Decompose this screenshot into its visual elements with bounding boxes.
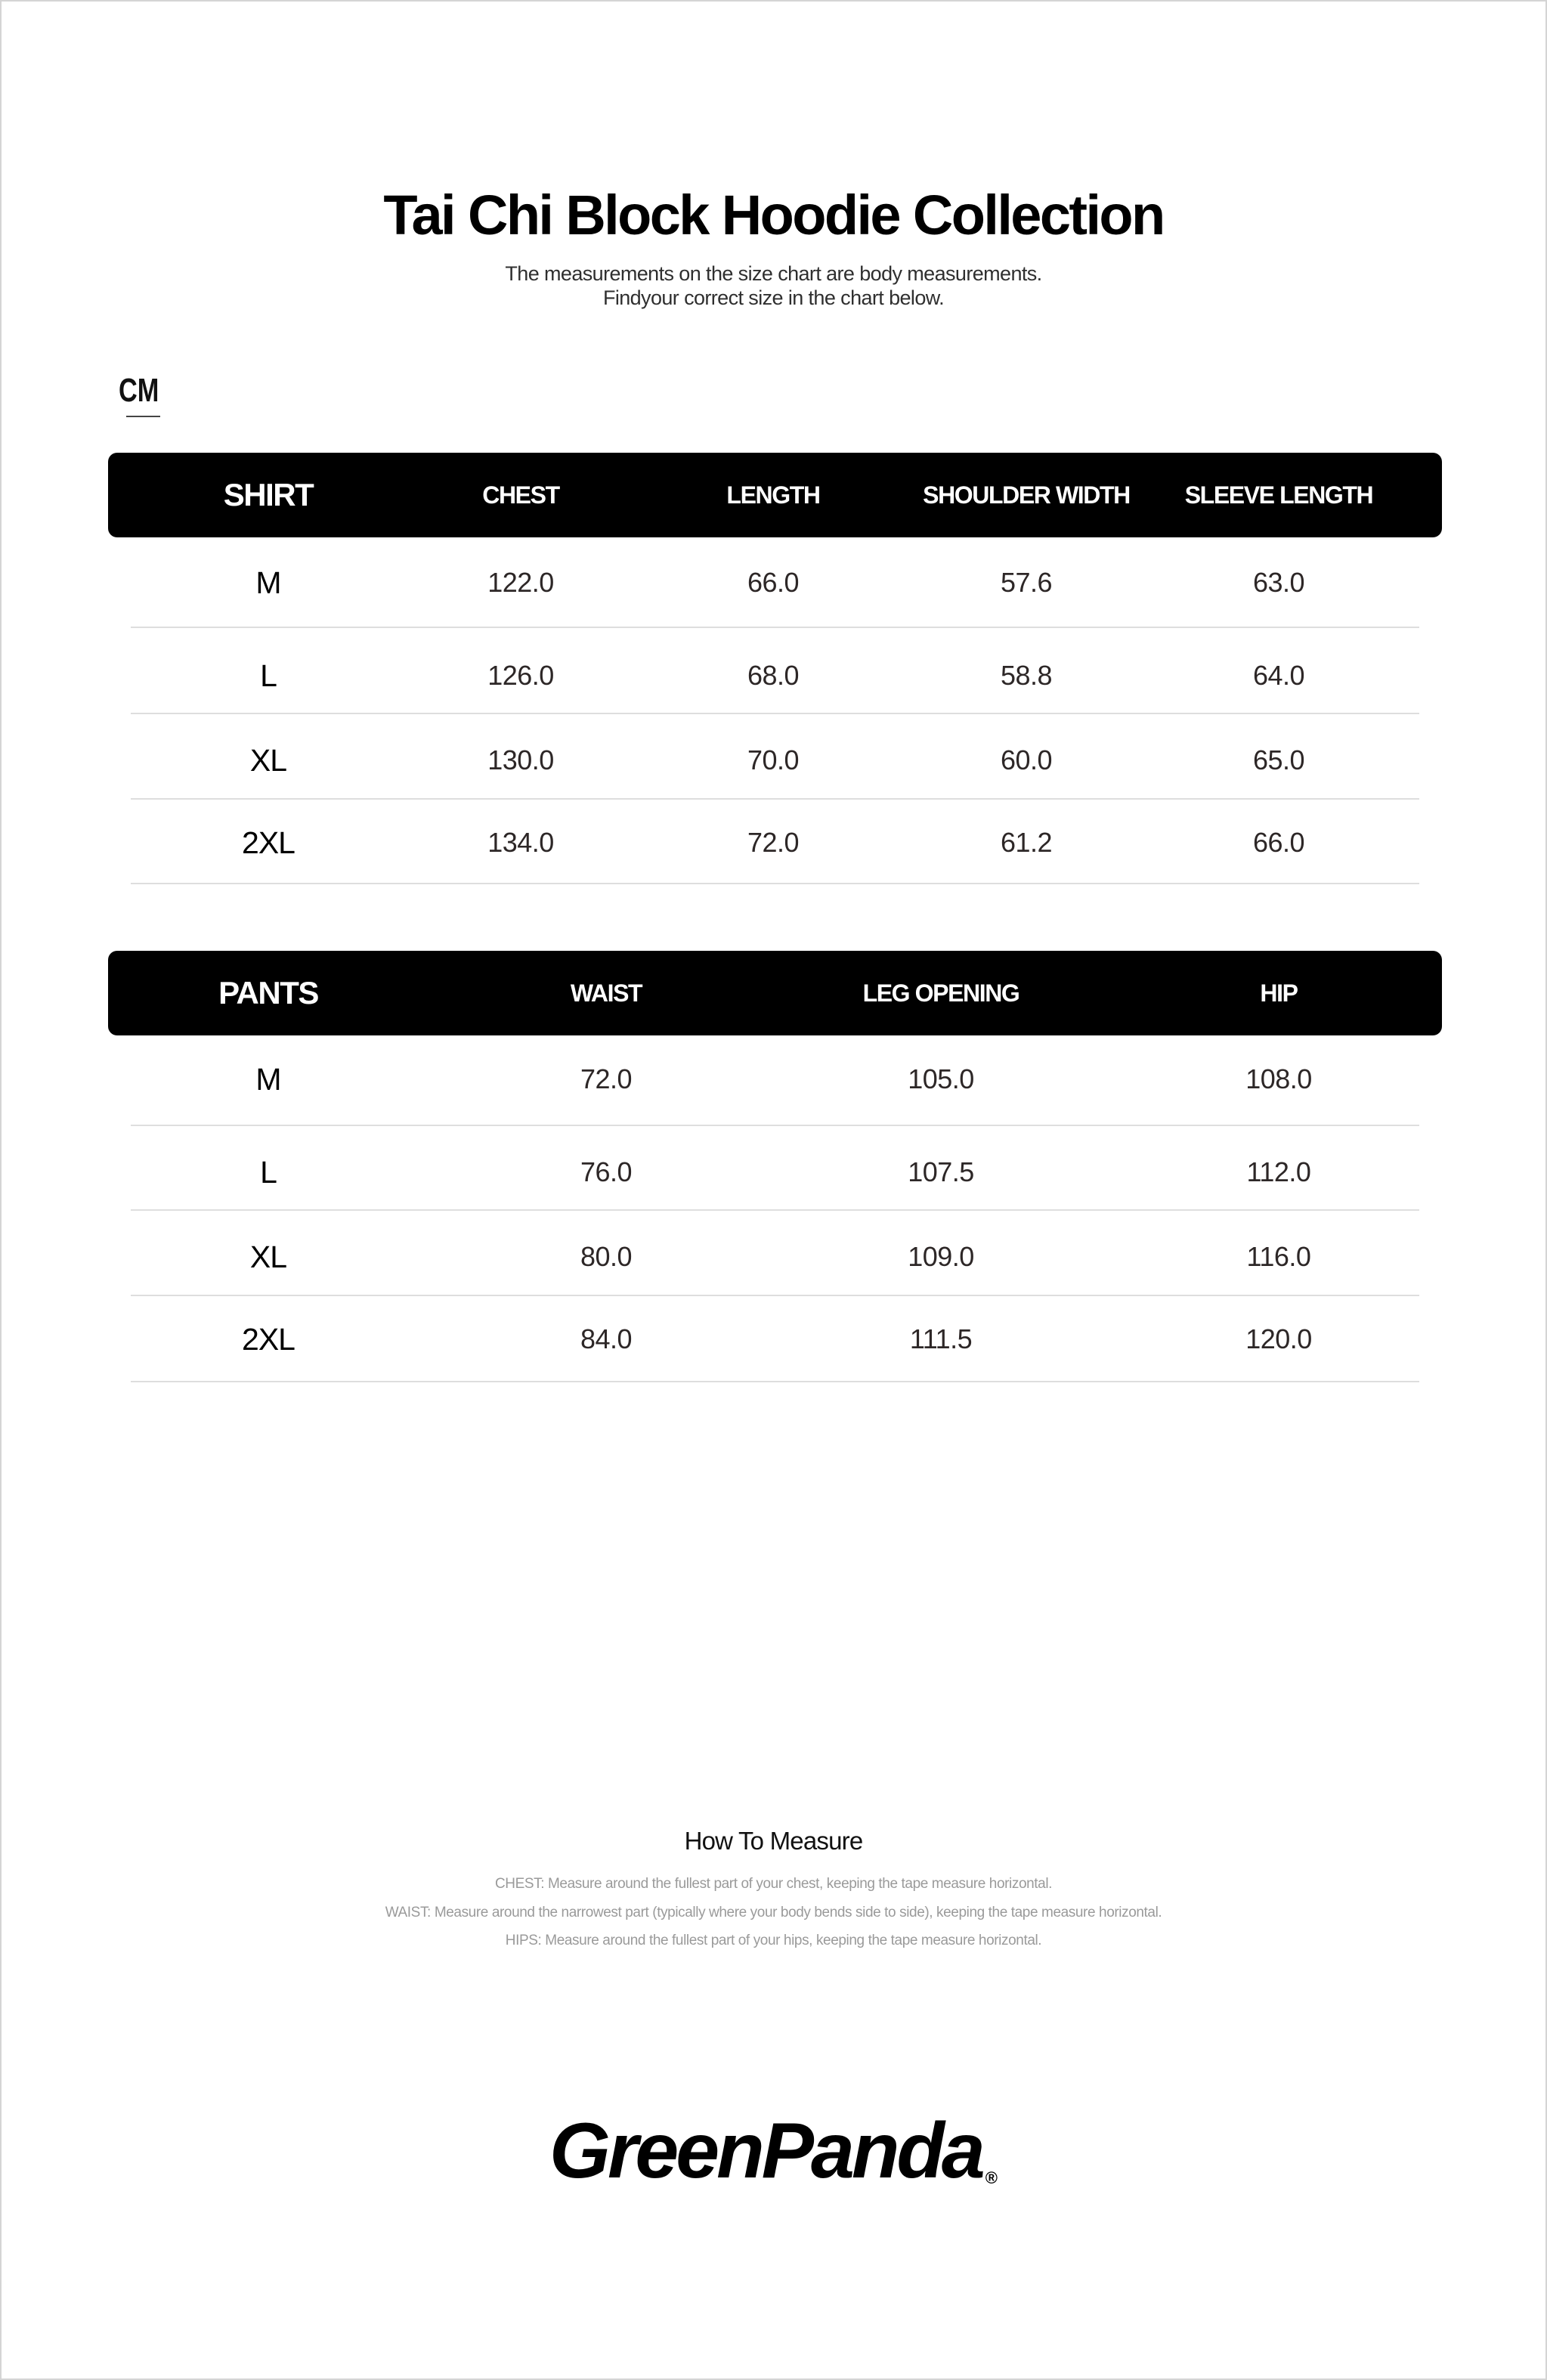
size-label: M	[255, 565, 281, 600]
length-value: 66.0	[747, 567, 800, 598]
shoulder-width-value: 61.2	[1000, 827, 1053, 858]
pants-table-header	[108, 951, 1442, 1035]
chest-value: 122.0	[487, 567, 554, 598]
row-divider	[131, 1209, 1419, 1211]
unit-underline	[126, 416, 160, 417]
hips-instruction: HIPS: Measure around the fullest part of your hips, keeping the tape measure horizontal.	[505, 1933, 1042, 1948]
column-header-length: LENGTH	[726, 481, 820, 509]
waist-value: 80.0	[580, 1241, 633, 1272]
sleeve-length-value: 64.0	[1252, 660, 1305, 691]
pants-size-table	[108, 951, 1442, 1385]
size-label: XL	[249, 1240, 287, 1274]
subtitle-line-2: Findyour correct size in the chart below.	[602, 286, 945, 309]
length-value: 72.0	[747, 827, 800, 858]
column-header-sleeve-length: SLEEVE LENGTH	[1184, 481, 1373, 509]
waist-value: 72.0	[580, 1063, 633, 1094]
hip-value: 112.0	[1246, 1156, 1311, 1187]
row-divider	[131, 798, 1419, 800]
size-label: XL	[249, 743, 287, 778]
shirt-size-table	[108, 453, 1442, 887]
size-label: L	[260, 1155, 277, 1190]
size-label: L	[260, 658, 277, 693]
column-header-shirt: SHIRT	[223, 477, 314, 512]
page-title: Tai Chi Block Hoodie Collection	[383, 184, 1164, 246]
row-divider	[131, 1295, 1419, 1296]
shoulder-width-value: 58.8	[1000, 660, 1053, 691]
column-header-shoulder-width: SHOULDER WIDTH	[923, 481, 1130, 509]
column-header-hip: HIP	[1260, 980, 1298, 1007]
chest-value: 134.0	[487, 827, 554, 858]
row-divider	[131, 627, 1419, 628]
size-label: 2XL	[242, 825, 295, 860]
waist-value: 84.0	[580, 1323, 633, 1354]
shoulder-width-value: 60.0	[1000, 744, 1053, 775]
chest-instruction: CHEST: Measure around the fullest part of your chest, keeping the tape measure horizontal.	[494, 1876, 1053, 1892]
hip-value: 116.0	[1246, 1241, 1311, 1272]
sleeve-length-value: 66.0	[1252, 827, 1305, 858]
row-divider	[131, 883, 1419, 884]
row-divider	[131, 1381, 1419, 1382]
size-label: M	[255, 1062, 281, 1097]
unit-label: CM	[119, 372, 159, 409]
chest-value: 126.0	[487, 660, 554, 691]
row-divider	[131, 1125, 1419, 1126]
brand-name: GreenPanda	[549, 2107, 982, 2195]
shirt-table-header	[108, 453, 1442, 537]
waist-instruction: WAIST: Measure around the narrowest part (typically where your body bends side to side), keeping the tape measure horizontal.	[385, 1905, 1162, 1920]
registered-mark: ®	[985, 2168, 998, 2187]
column-header-pants: PANTS	[218, 975, 318, 1010]
leg-opening-value: 109.0	[908, 1241, 974, 1272]
hip-value: 120.0	[1245, 1323, 1312, 1354]
waist-value: 76.0	[580, 1156, 633, 1187]
brand-logo	[2, 2106, 1545, 2224]
chest-value: 130.0	[487, 744, 554, 775]
sleeve-length-value: 65.0	[1252, 744, 1305, 775]
hip-value: 108.0	[1245, 1063, 1312, 1094]
how-to-measure-heading: How To Measure	[684, 1827, 863, 1855]
length-value: 68.0	[747, 660, 800, 691]
column-header-leg-opening: LEG OPENING	[862, 980, 1019, 1007]
sleeve-length-value: 63.0	[1252, 567, 1305, 598]
subtitle-line-1: The measurements on the size chart are body measurements.	[505, 262, 1042, 285]
size-label: 2XL	[242, 1322, 295, 1357]
column-header-waist: WAIST	[570, 980, 642, 1007]
leg-opening-value: 105.0	[908, 1063, 974, 1094]
column-header-chest: CHEST	[482, 481, 559, 509]
length-value: 70.0	[747, 744, 800, 775]
row-divider	[131, 713, 1419, 714]
shoulder-width-value: 57.6	[1000, 567, 1053, 598]
leg-opening-value: 107.5	[908, 1156, 974, 1187]
leg-opening-value: 111.5	[909, 1323, 973, 1354]
